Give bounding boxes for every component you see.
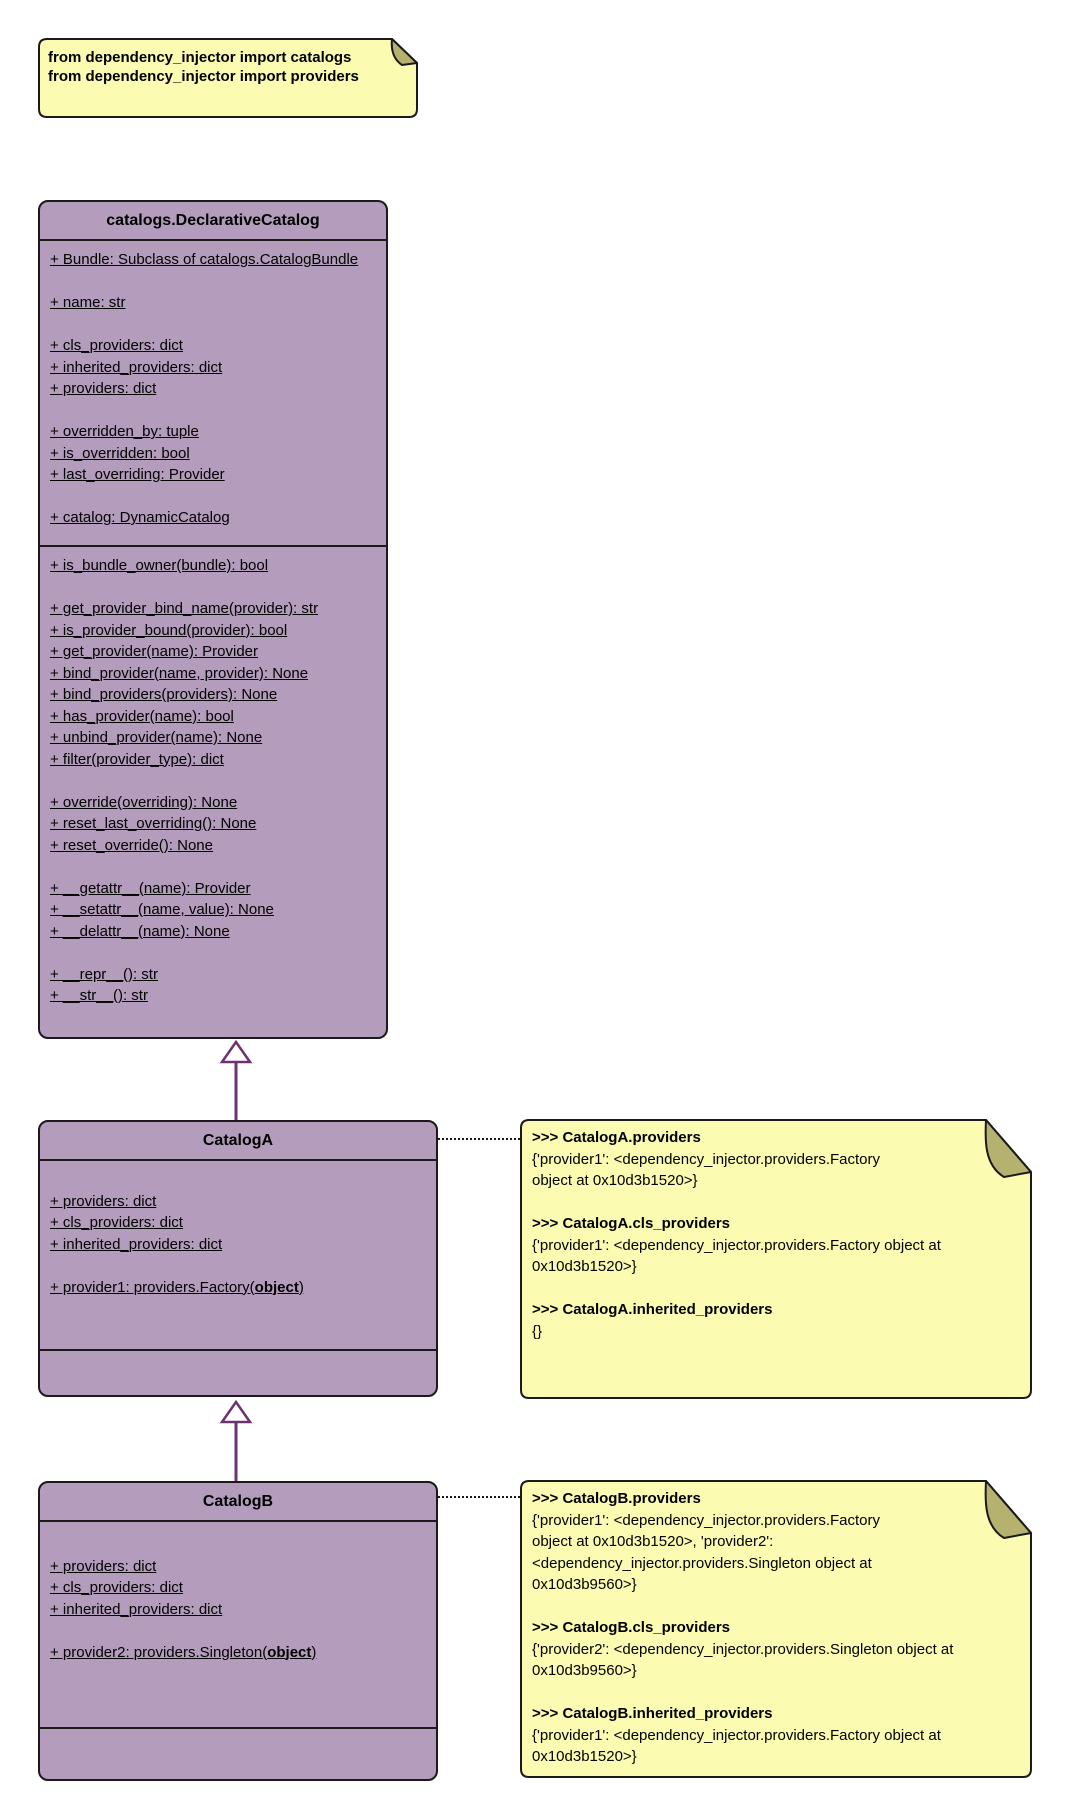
note-spacer (532, 1596, 1020, 1618)
class-title: catalogs.DeclarativeCatalog (106, 212, 320, 229)
methods-compartment (40, 545, 386, 1037)
note-line: {'provider1': <dependency_injector.providers.Factory object at (532, 1726, 941, 1744)
member-line: + bind_provider(name, provider): None (50, 664, 309, 682)
note-section-header: >>> CatalogB.cls_providers (532, 1619, 731, 1636)
attributes-compartment (40, 1520, 436, 1727)
inheritance-arrow-catalog-a (218, 1040, 258, 1122)
member-line (50, 1169, 432, 1191)
note-line: object at 0x10d3b1520>} (532, 1172, 698, 1189)
member-line: + Bundle: Subclass of catalogs.CatalogBundle (50, 251, 359, 268)
note-line: 0x10d3b9560>} (532, 1662, 637, 1679)
member-line (50, 486, 382, 508)
member-line (50, 770, 382, 792)
member-line: + catalog: DynamicCatalog (50, 509, 230, 526)
inheritance-arrow-catalog-b (218, 1400, 258, 1482)
member-line: + inherited_providers: dict (50, 1600, 223, 1618)
methods-compartment (40, 1349, 436, 1395)
class-declarative-catalog (38, 200, 388, 1039)
member-line (50, 1255, 432, 1277)
member-line: + name: str (50, 294, 126, 311)
member-line: + get_provider_bind_name(provider): str (50, 600, 319, 617)
member-line (50, 856, 382, 878)
note-connector-catalog-b (438, 1496, 520, 1498)
class-catalog-b (38, 1481, 438, 1781)
member-line: + __str__(): str (50, 987, 148, 1004)
member-line: + provider1: providers.Factory(object) (50, 1278, 304, 1296)
member-line (50, 400, 382, 422)
import-note-text (38, 38, 418, 96)
note-line: {'provider1': <dependency_injector.providers.Factory (532, 1150, 881, 1168)
member-line: + cls_providers: dict (50, 337, 183, 354)
note-line: {'provider1': <dependency_injector.providers.Factory (532, 1511, 881, 1529)
member-line: + overridden_by: tuple (50, 423, 199, 440)
methods-compartment (40, 1727, 436, 1779)
member-line: + is_bundle_owner(bundle): bool (50, 557, 269, 574)
note-line: 0x10d3b1520>} (532, 1258, 637, 1275)
member-line: + inherited_providers: dict (50, 358, 223, 376)
member-line (50, 314, 382, 336)
member-line: + provider2: providers.Singleton(object) (50, 1643, 317, 1661)
member-line: from dependency_injector import providers (48, 68, 359, 85)
attributes-compartment (40, 239, 386, 545)
note-line: <dependency_injector.providers.Singleton object at (532, 1554, 872, 1572)
note-section-header: >>> CatalogB.inherited_providers (532, 1705, 773, 1722)
member-line (50, 271, 382, 293)
member-line: + last_overriding: Provider (50, 466, 225, 483)
note-section-header: >>> CatalogB.providers (532, 1490, 701, 1507)
note-connector-catalog-a (438, 1138, 520, 1140)
import-note (38, 38, 418, 118)
member-line (50, 1620, 432, 1642)
member-line: + cls_providers: dict (50, 1579, 183, 1596)
note-catalog-a (520, 1119, 1032, 1399)
note-catalog-b (520, 1480, 1032, 1778)
member-line (50, 577, 382, 599)
member-line: + bind_providers(providers): None (50, 686, 278, 703)
member-line: + reset_override(): None (50, 836, 213, 854)
member-line: + inherited_providers: dict (50, 1235, 223, 1253)
member-line: + override(overriding): None (50, 793, 238, 811)
member-line: + filter(provider_type): dict (50, 750, 224, 768)
member-line: + get_provider(name): Provider (50, 643, 259, 660)
note-line: 0x10d3b9560>} (532, 1576, 637, 1593)
note-line: 0x10d3b1520>} (532, 1748, 637, 1765)
member-line: + reset_last_overriding(): None (50, 815, 257, 832)
note-line: {} (532, 1322, 543, 1340)
member-line: + __repr__(): str (50, 965, 158, 983)
note-line: object at 0x10d3b1520>, 'provider2': (532, 1533, 774, 1550)
member-line: + __getattr__(name): Provider (50, 879, 251, 897)
member-line (50, 942, 382, 964)
member-line: + providers: dict (50, 1192, 157, 1210)
note-line: {'provider1': <dependency_injector.providers.Factory object at (532, 1236, 941, 1254)
member-line: + has_provider(name): bool (50, 707, 234, 725)
member-line (50, 1534, 432, 1556)
note-spacer (532, 1278, 1020, 1300)
note-section-header: >>> CatalogA.cls_providers (532, 1215, 731, 1232)
member-line: + providers: dict (50, 380, 157, 397)
member-line: + is_provider_bound(provider): bool (50, 621, 288, 639)
member-line: from dependency_injector import catalogs (48, 49, 352, 66)
member-line: + unbind_provider(name): None (50, 729, 263, 746)
note-spacer (532, 1192, 1020, 1214)
member-line: + cls_providers: dict (50, 1214, 183, 1231)
note-text (520, 1119, 1032, 1350)
note-text (520, 1480, 1032, 1776)
class-title: CatalogA (202, 1132, 274, 1149)
attributes-compartment (40, 1159, 436, 1349)
note-line: {'provider2': <dependency_injector.providers.Singleton object at (532, 1640, 954, 1658)
note-section-header: >>> CatalogA.inherited_providers (532, 1301, 773, 1318)
member-line: + __setattr__(name, value): None (50, 901, 274, 918)
member-line: + is_overridden: bool (50, 444, 190, 462)
class-catalog-a (38, 1120, 438, 1397)
note-spacer (532, 1682, 1020, 1704)
note-section-header: >>> CatalogA.providers (532, 1129, 701, 1146)
member-line: + providers: dict (50, 1557, 157, 1575)
member-line: + __delattr__(name): None (50, 922, 230, 940)
class-title: CatalogB (202, 1493, 274, 1510)
